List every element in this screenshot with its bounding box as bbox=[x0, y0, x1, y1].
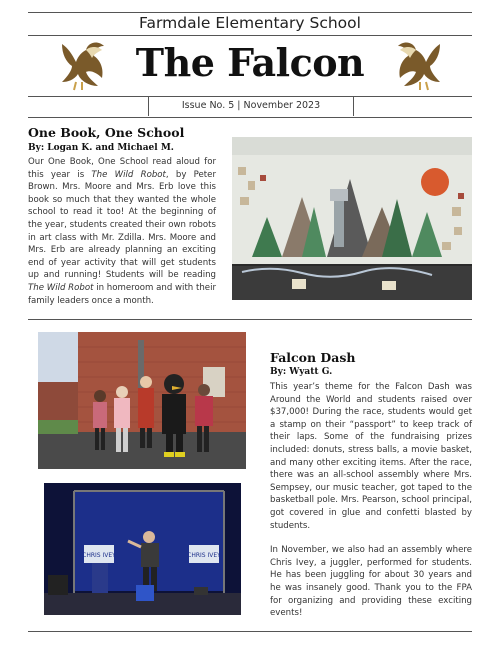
article1-body: Our One Book, One School read aloud for this year is The Wild Robot, by Peter Brown. Mrs. Moore and Mrs. Erb love this book so much that they wanted the whole school to read it too! At the beginning of the year, students created their own robots in art class with Mr. Zdilla. Mrs. Moore and Mrs. Erb are already planning an exciting end of year activity that will get students up and running! Students will be reading The Wild Robot in homeroom and with their family leaders once a month. bbox=[28, 157, 217, 306]
article1-title: One Book, One School bbox=[28, 125, 185, 140]
juggler-assembly-photo bbox=[44, 483, 241, 615]
article2-title: Falcon Dash bbox=[270, 350, 356, 365]
section-rule bbox=[28, 319, 472, 320]
article2-paragraph-1: This year’s theme for the Falcon Dash was Around the World and students raised over $37,000! During the race, students would get a stamp on their “passport” to keep track of their laps. Some of the fundraising prizes included: donuts, stress balls, a movie basket, and many other exciting items. After the race, there was an all-school assembly where Mrs. Sempsey, our music teacher, got taped to the basketball pole. Mrs. Pearson, school principal, got covered in glue and confetti blasted by students. bbox=[270, 382, 472, 531]
school-rule bbox=[28, 35, 472, 36]
article2-paragraph-2: In November, we also had an assembly where Chris Ivey, a juggler, performed for students. He has been juggling for about 30 years and he was insanely good. Thank you to the FPA for organizing and providing these exciting events! bbox=[270, 545, 472, 619]
newsletter-title: The Falcon bbox=[135, 40, 365, 85]
school-name: Farmdale Elementary School bbox=[139, 14, 361, 32]
bottom-rule bbox=[28, 631, 472, 632]
article2-byline: By: Wyatt G. bbox=[270, 367, 333, 377]
art-mural-photo bbox=[232, 137, 472, 300]
issue-rule bbox=[28, 117, 472, 118]
stage-sign-left: CHRIS IVEY bbox=[82, 552, 116, 559]
issue-info: Issue No. 5 | November 2023 bbox=[148, 96, 354, 116]
stage-sign-right: CHRIS IVEY bbox=[187, 552, 221, 559]
article1-byline: By: Logan K. and Michael M. bbox=[28, 143, 174, 153]
article2-body bbox=[270, 381, 472, 620]
falcon-dash-photo bbox=[38, 332, 246, 469]
top-rule bbox=[28, 12, 472, 13]
